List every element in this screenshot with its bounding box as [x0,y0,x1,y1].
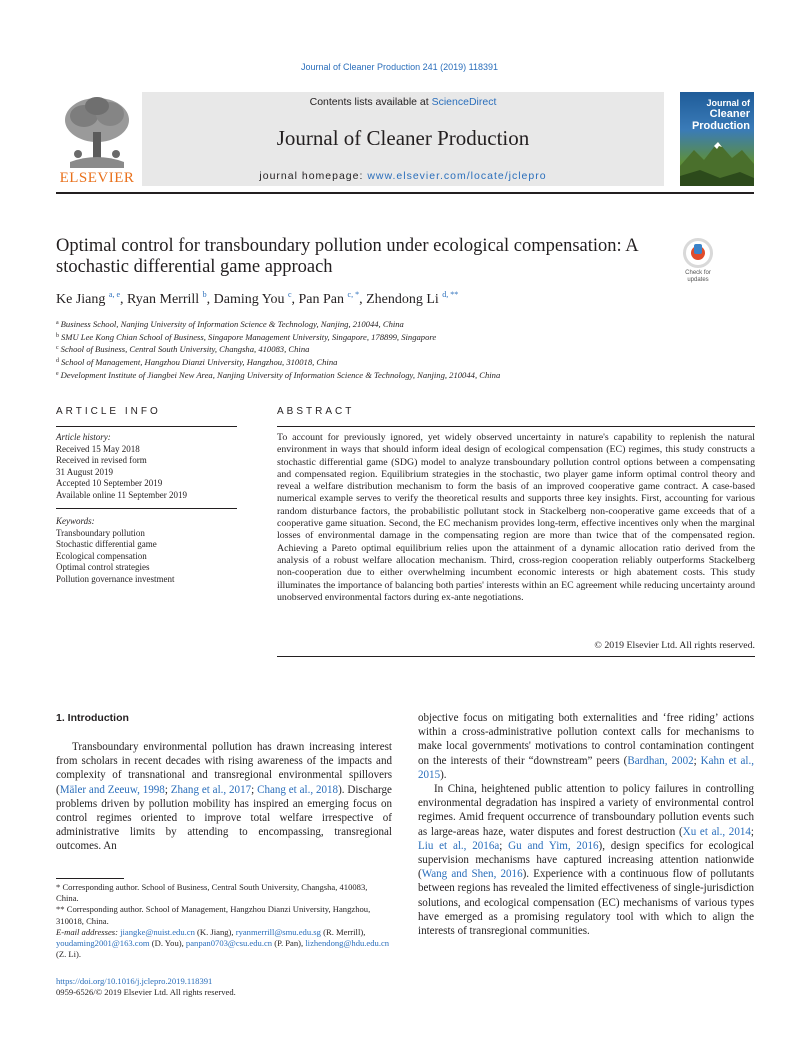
journal-homepage [142,170,664,182]
history-label: Article history: [56,432,111,442]
text-run: objective focus on mitigating both externalities and ‘free riding’ actions within a cross-administrative pollution context calls for mechanisms to make local governments' motivations to control contamination contingent on the interests of their “downstream” peers ( [418,712,754,767]
text-run: ; [750,825,754,838]
mountain-icon [680,136,754,186]
issn-line: 0959-6526/© 2019 Elsevier Ltd. All rights reserved. [56,987,236,998]
abstract-text: To account for previously ignored, yet widely observed uncertainty in nature's capability to replenish the natural environment in ways that should inform ideal design of ecological compensation (EC) regimes, this study constructs a stochastic differential game (SDG) model to analyze transboundary pollution control options between a compensating and compensated region. Equilibrium strategies in the stochastic, two player game inform optimal control theory and reveal a welfare distribution mechanism to form the basis of an improved cooperative game contract. A case-based numerical example serves to verify the theoretical results and supports three key insights. First, accounting for various random disturbance factors, the probabilistic pollutant stock in Stackelberg non-cooperative game exceeds that of a cooperative game situation. Second, the EC mechanism provides long-term, effective incentives only when the marginal losses of environmental damage in the compensating region are more than twice that of the compensated region. Achieving a Pareto optimal equilibrium relies upon the attainment of a dynamic allocation ratio derived from the analysis of a robust welfare allocation mechanism. Third, cross-region cooperation reliably outperforms Stackelberg non-cooperation due to either overwhelming incumbent economic interests or high abatement costs. This study illuminates the importance of balancing both parties' interests within an EC agreement while reducing uncertainty around unobserved environmental factors during ex-ante negotiations. [277,432,755,603]
history-item: Available online 11 September 2019 [56,489,187,500]
keyword-item: Ecological compensation [56,550,147,561]
section-heading-introduction: 1. Introduction [56,712,129,724]
sciencedirect-link[interactable]: ScienceDirect [431,96,497,108]
journal-title: Journal of Cleaner Production [276,126,530,150]
elsevier-logo[interactable] [56,92,138,186]
affiliation-mark: e [56,370,59,377]
author-list: Ke Jiang $^{a, e}$, Ryan Merrill $^b$, Daming You $^c$, Pan Pan $^{c, *}$, Zhendong Li $^{d, **}$ [56,290,459,307]
history-item: Received in revised form [56,455,147,466]
email-owner: (P. Pan), [272,938,306,949]
history-item: Accepted 10 September 2019 [56,478,163,489]
email-link[interactable]: youdaming2001@163.com [56,938,150,949]
footnote-corresponding-2: ** Corresponding author. School of Management, Hangzhou Dianzi University, Hangzhou, 310018, China. [56,904,371,926]
history-item: 31 August 2019 [56,466,114,477]
elsevier-tree-icon [56,92,138,170]
citation-link[interactable]: Xu et al., 2014 [682,825,751,838]
affiliation-item [56,318,756,331]
author-name[interactable]: Zhendong Li [366,292,439,307]
text-run: ). [440,768,447,781]
homepage-link[interactable]: www.elsevier.com/locate/jclepro [367,170,547,182]
affiliation-item [56,331,756,344]
affiliation-text: School of Business, Central South University, Changsha, 410083, China [60,344,310,355]
abstract-heading: ABSTRACT [277,406,355,417]
text-run: ; [499,839,509,852]
citation-link[interactable]: Zhang et al., 2017 [170,783,252,796]
journal-cover[interactable] [680,92,754,186]
affiliation-item [56,343,756,356]
email-label: E-mail addresses: [56,926,121,937]
citation-link[interactable]: Wang and Shen, 2016 [421,868,523,881]
author-name[interactable]: Pan Pan [298,292,345,307]
check-updates-icon [683,238,713,268]
info-rule-top [56,426,237,427]
affiliation-mark: d [56,358,59,365]
info-rule-mid [56,508,237,509]
citation-link[interactable]: Bardhan, 2002 [627,754,694,767]
affiliation-text: Business School, Nanjing University of Information Science & Technology, Nanjing, 210044, China [60,319,404,329]
paragraph [418,711,754,782]
author-name[interactable]: Daming You [213,292,285,307]
journal-header [56,92,754,186]
email-owner: (D. You), [149,938,186,949]
text-run: ; [164,783,171,796]
homepage-label: journal homepage: [259,170,368,182]
cover-line-1: Journal of [706,98,750,108]
email-link[interactable]: jiangke@nuist.edu.cn [120,926,195,937]
body-column-left [56,740,392,854]
check-for-updates-button[interactable] [678,238,718,283]
header-rule [56,192,754,194]
keywords-label: Keywords: [56,516,95,526]
citation-link[interactable]: Liu et al., 2016a [418,839,500,852]
email-owner: (K. Jiang), [194,926,236,937]
paragraph [418,782,754,938]
affiliations [56,318,756,382]
email-link[interactable]: ryanmerrill@smu.edu.sg [235,926,321,937]
text-run: ). Experience with a continuous flow of pollutants between regions has revealed the limited effectiveness of single-jurisdiction solutions, and ecological compensation (EC) mechanisms of various types have emerged as a promising regulatory tool with which to align the interests of transregional communities. [418,868,754,938]
text-run: ; [693,754,701,767]
author-name[interactable]: Ryan Merrill [127,292,200,307]
article-footer [56,976,236,999]
text-run: ). Discharge problems driven by pollution mobility has inspired an emerging focus on control regimes oriented to improve total welfare irrespective of administrative limits by attending to encompassing, transregional outcomes. An [56,783,392,853]
contents-prefix: Contents lists available at [309,96,432,108]
affiliation-mark: c [56,345,59,352]
affiliation-mark: b [56,332,59,339]
text-run: ; [251,783,258,796]
footnote-emails [56,927,392,961]
email-owner: (Z. Li). [56,949,82,960]
affiliation-text: School of Management, Hangzhou Dianzi University, Hangzhou, 310018, China [61,357,338,368]
citation-link[interactable]: Chang et al., 2018 [257,783,339,796]
citation-link[interactable]: Gu and Yim, 2016 [508,839,599,852]
footnotes [56,882,392,960]
email-link[interactable]: panpan0703@csu.edu.cn [185,938,273,949]
paragraph [56,740,392,854]
abstract-rule-bottom [277,656,755,657]
author-affiliation-mark[interactable]: d, ** [442,290,459,299]
footnote-rule [56,878,124,879]
affiliation-text: SMU Lee Kong Chian School of Business, Singapore Management University, Singapore, 178899, Singapore [61,331,437,342]
footnote-corresponding-1: * Corresponding author. School of Business, Central South University, Changsha, 410083, China. [56,882,368,904]
doi-link[interactable]: https://doi.org/10.1016/j.jclepro.2019.118391 [56,976,213,986]
cover-line-2: Cleaner [709,108,750,120]
author-affiliation-mark[interactable]: b [202,290,207,299]
history-item: Received 15 May 2018 [56,443,140,454]
publisher-wordmark: ELSEVIER [59,170,135,186]
keyword-item: Stochastic differential game [56,539,157,550]
text-run: Transboundary environmental pollution has drawn increasing interest from scholars in recent decades with rising awareness of the impacts and complexity of transnational and transregional environmental spillovers ( [56,741,392,796]
keyword-item: Pollution governance investment [56,573,175,584]
body-column-right [418,711,754,938]
cover-line-3: Production [691,120,750,132]
contents-line [142,96,664,108]
affiliation-item [56,369,756,382]
citation-link[interactable]: Kahn et al., 2015 [418,754,755,781]
cover-title [692,98,750,132]
text-run: ), design specifics for ecological supervision mechanisms have captured increasing attention nationwide ( [418,839,754,881]
affiliation-mark: a [56,320,59,326]
article-history [56,432,237,502]
abstract-copyright: © 2019 Elsevier Ltd. All rights reserved. [594,640,755,651]
keywords [56,516,237,586]
author-affiliation-mark[interactable]: c, * [347,290,360,299]
keyword-item: Optimal control strategies [56,562,150,573]
abstract-rule-top [277,426,755,427]
journal-banner [142,92,664,186]
keyword-item: Transboundary pollution [56,527,145,538]
article-title: Optimal control for transboundary pollution under ecological compensation: A stochastic differential game approach [56,236,638,277]
author-affiliation-mark[interactable]: a, e [108,290,120,299]
journal-citation[interactable]: Journal of Cleaner Production 241 (2019) 118391 [301,62,498,72]
author-name[interactable]: Ke Jiang [56,292,106,307]
article-info-heading: ARTICLE INFO [56,406,161,417]
author-affiliation-mark[interactable]: c [287,290,292,299]
citation-link[interactable]: Mäler and Zeeuw, 1998 [59,783,165,796]
affiliation-item [56,356,756,369]
affiliation-text: Development Institute of Jiangbei New Area, Nanjing University of Information Science & Technology, Nanjing, 210044, China [60,369,501,380]
email-owner: (R. Merrill), [320,926,366,937]
check-updates-label: Check for updates [685,270,711,283]
text-run: In China, heightened public attention to policy failures in controlling environmental degradation has inspired a variety of environmental control regimes. Amid frequent occurrence of transboundary pollution events such as large-areas haze, water disputes and forest destruction ( [418,783,754,838]
email-link[interactable]: lizhendong@hdu.edu.cn [305,938,390,949]
